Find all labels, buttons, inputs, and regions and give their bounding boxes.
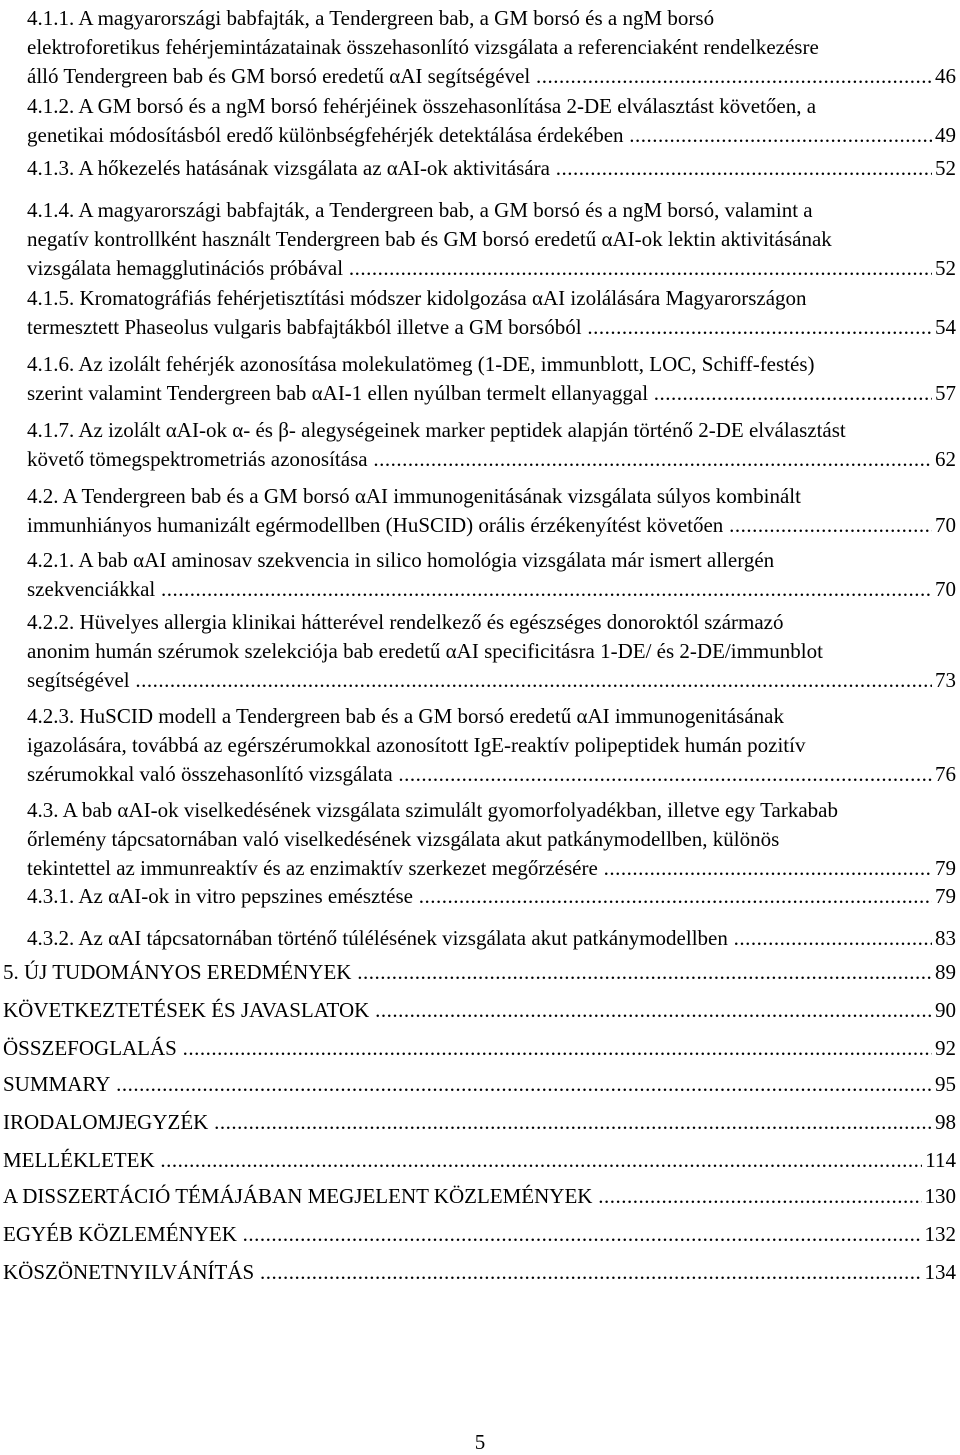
toc-entry-line [27, 33, 956, 62]
toc-page-number: 90 [932, 996, 956, 1025]
toc-entry-title: szerint valamint Tendergreen bab αAI-1 ellen nyúlban termelt ellanyaggal ..... [27, 381, 956, 405]
toc-page-number: 98 [932, 1108, 956, 1137]
toc-entry-title: termesztett Phaseolus vulgaris babfajtákból illetve a GM borsóból ..... [27, 315, 956, 339]
toc-page-number: 130 [922, 1182, 957, 1211]
toc-entry[interactable] [3, 1258, 956, 1287]
toc-entry-title: KÖSZÖNETNYILVÁNÍTÁS ..... [3, 1260, 956, 1284]
toc-entry-line [27, 825, 956, 854]
toc-entry[interactable] [27, 284, 956, 342]
toc-entry-title: KÖVETKEZTETÉSEK ÉS JAVASLATOK ..... [3, 998, 956, 1022]
toc-entry[interactable] [3, 1034, 956, 1063]
toc-entry-line [27, 760, 956, 789]
toc-entry-line [27, 121, 956, 150]
toc-entry-title: 4.1.6. Az izolált fehérjék azonosítása molekulatömeg (1-DE, immunblott, LOC, Schiff-festés) [27, 352, 815, 376]
toc-entry[interactable] [27, 196, 956, 283]
toc-entry-title: 4.2.2. Hüvelyes allergia klinikai hátterével rendelkező és egészséges donoroktól származó [27, 610, 784, 634]
toc-entry[interactable] [27, 350, 956, 408]
toc-entry-title: 4.1.1. A magyarországi babfajták, a Tendergreen bab, a GM borsó és a ngM borsó [27, 6, 715, 30]
toc-entry[interactable] [3, 958, 956, 987]
toc-entry-title: őrlemény tápcsatornában való viselkedésének vizsgálata akut patkánymodellben, különös [27, 827, 780, 851]
toc-page-number: 83 [932, 924, 956, 953]
toc-entry[interactable] [27, 546, 956, 604]
toc-entry-title: 4.1.3. A hőkezelés hatásának vizsgálata az αAI-ok aktivitására ..... [27, 156, 956, 180]
toc-entry-title: EGYÉB KÖZLEMÉNYEK ..... [3, 1222, 956, 1246]
toc-entry[interactable] [27, 608, 956, 695]
toc-entry[interactable] [27, 4, 956, 91]
toc-entry-line [27, 196, 956, 225]
toc-entry-title: 4.3.1. Az αAI-ok in vitro pepszines emésztése ..... [27, 884, 956, 908]
toc-entry[interactable] [27, 416, 956, 474]
toc-entry-title: álló Tendergreen bab és GM borsó eredetű αAI segítségével ..... [27, 64, 956, 88]
toc-entry-line [27, 92, 956, 121]
toc-entry-line [27, 4, 956, 33]
toc-entry-line [27, 637, 956, 666]
toc-entry[interactable] [27, 796, 956, 883]
toc-entry-line [3, 1108, 956, 1137]
toc-entry-line [27, 284, 956, 313]
toc-entry-line [27, 796, 956, 825]
toc-entry[interactable] [27, 924, 956, 953]
toc-page-number: 70 [932, 511, 956, 540]
toc-entry-title: 4.1.2. A GM borsó és a ngM borsó fehérjéinek összehasonlítása 2-DE elválasztást követően, a [27, 94, 817, 118]
toc-page-number: 52 [932, 254, 956, 283]
toc-entry-line [27, 482, 956, 511]
toc-entry-title: IRODALOMJEGYZÉK ..... [3, 1110, 956, 1134]
toc-entry-line [27, 350, 956, 379]
toc-entry-title: 5. ÚJ TUDOMÁNYOS EREDMÉNYEK ..... [3, 960, 956, 984]
toc-page-number: 95 [932, 1070, 956, 1099]
toc-page-number: 79 [932, 854, 956, 883]
toc-entry-title: ÖSSZEFOGLALÁS ..... [3, 1036, 956, 1060]
toc-entry-line [27, 854, 956, 883]
toc-page-number: 92 [932, 1034, 956, 1063]
toc-page-number: 46 [932, 62, 956, 91]
toc-page-number: 79 [932, 882, 956, 911]
toc-entry-line [27, 666, 956, 695]
toc-entry-line [27, 379, 956, 408]
toc-entry-line [27, 416, 956, 445]
toc-page-number: 62 [932, 445, 956, 474]
toc-page-number: 76 [932, 760, 956, 789]
toc-entry-title: szérumokkal való összehasonlító vizsgálata ..... [27, 762, 956, 786]
toc-entry-line [3, 1220, 956, 1249]
toc-entry-line [27, 608, 956, 637]
toc-page-number: 89 [932, 958, 956, 987]
toc-page-number: 52 [932, 154, 956, 183]
toc-entry-title: 4.1.4. A magyarországi babfajták, a Tendergreen bab, a GM borsó és a ngM borsó, valamint a [27, 198, 813, 222]
toc-entry-title: vizsgálata hemagglutinációs próbával ..... [27, 256, 956, 280]
toc-entry-line [27, 445, 956, 474]
toc-entry[interactable] [27, 154, 956, 183]
toc-entry-line [3, 1182, 956, 1211]
toc-entry-line [27, 254, 956, 283]
toc-entry-line [3, 996, 956, 1025]
toc-entry-line [27, 702, 956, 731]
toc-page-number: 54 [932, 313, 956, 342]
toc-page-number: 57 [932, 379, 956, 408]
toc-entry-title: tekintettel az immunreaktív és az enzimaktív szerkezet megőrzésére ..... [27, 856, 956, 880]
toc-entry-title: 4.2. A Tendergreen bab és a GM borsó αAI immunogenitásának vizsgálata súlyos kombinált [27, 484, 801, 508]
toc-page-number: 70 [932, 575, 956, 604]
toc-entry-title: szekvenciákkal ..... [27, 577, 956, 601]
toc-entry-title: negatív kontrollként használt Tendergreen bab és GM borsó eredetű αAI-ok lektin aktivitásának [27, 227, 832, 251]
toc-entry-line [27, 575, 956, 604]
toc-entry[interactable] [27, 482, 956, 540]
toc-entry-line [27, 882, 956, 911]
toc-entry-title: igazolására, továbbá az egérszérumokkal azonosított IgE-reaktív polipeptidek humán pozitív [27, 733, 806, 757]
toc-entry[interactable] [3, 996, 956, 1025]
toc-entry-line [27, 731, 956, 760]
toc-entry-title: segítségével ..... [27, 668, 956, 692]
toc-entry-line [27, 924, 956, 953]
toc-entry[interactable] [3, 1070, 956, 1099]
toc-entry-line [3, 1258, 956, 1287]
toc-entry-line [3, 958, 956, 987]
toc-entry-line [3, 1146, 956, 1175]
toc-entry-title: A DISSZERTÁCIÓ TÉMÁJÁBAN MEGJELENT KÖZLEMÉNYEK ..... [3, 1184, 956, 1208]
toc-entry-line [27, 154, 956, 183]
toc-entry[interactable] [27, 92, 956, 150]
toc-entry-line [3, 1034, 956, 1063]
toc-entry[interactable] [3, 1220, 956, 1249]
toc-entry-title: 4.1.5. Kromatográfiás fehérjetisztítási módszer kidolgozása αAI izolálására Magyarországon [27, 286, 807, 310]
toc-entry-line [27, 62, 956, 91]
toc-entry-title: immunhiányos humanizált egérmodellben (HuSCID) orális érzékenyítést követően ..... [27, 513, 956, 537]
toc-page-number: 73 [932, 666, 956, 695]
toc-entry-title: 4.3.2. Az αAI tápcsatornában történő túlélésének vizsgálata akut patkánymodellben ..... [27, 926, 956, 950]
toc-entry-title: anonim humán szérumok szelekciója bab eredetű αAI specificitásra 1-DE/ és 2-DE/immunblot [27, 639, 823, 663]
toc-entry-line [27, 225, 956, 254]
toc-entry-title: 4.3. A bab αAI-ok viselkedésének vizsgálata szimulált gyomorfolyadékban, illetve egy Tarkabab [27, 798, 838, 822]
toc-entry[interactable] [3, 1146, 956, 1175]
toc-entry-title: elektroforetikus fehérjemintázatainak összehasonlító vizsgálata a referenciaként rendelkezésre [27, 35, 819, 59]
toc-page-number: 114 [922, 1146, 956, 1175]
toc-entry-title: követő tömegspektrometriás azonosítása ..... [27, 447, 956, 471]
toc-entry-line [27, 511, 956, 540]
toc-entry[interactable] [3, 1108, 956, 1137]
page-number: 5 [474, 1430, 486, 1454]
toc-page-number: 132 [922, 1220, 957, 1249]
toc-entry-title: MELLÉKLETEK ..... [3, 1148, 956, 1172]
toc-entry-title: 4.2.3. HuSCID modell a Tendergreen bab és a GM borsó eredetű αAI immunogenitásának [27, 704, 784, 728]
toc-entry-line [27, 313, 956, 342]
toc-entry-title: 4.1.7. Az izolált αAI-ok α- és β- alegységeinek marker peptidek alapján történő 2-DE elválasztást [27, 418, 846, 442]
toc-entry[interactable] [27, 882, 956, 911]
toc-entry-title: 4.2.1. A bab αAI aminosav szekvencia in silico homológia vizsgálata már ismert allergén [27, 548, 775, 572]
toc-entry[interactable] [3, 1182, 956, 1211]
toc-page-number: 49 [932, 121, 956, 150]
toc-entry-line [3, 1070, 956, 1099]
toc-entry[interactable] [27, 702, 956, 789]
toc-entry-line [27, 546, 956, 575]
toc-entry-title: SUMMARY ..... [3, 1072, 956, 1096]
toc-entry-title: genetikai módosításból eredő különbségfehérjék detektálása érdekében ..... [27, 123, 956, 147]
toc-page-number: 134 [922, 1258, 957, 1287]
